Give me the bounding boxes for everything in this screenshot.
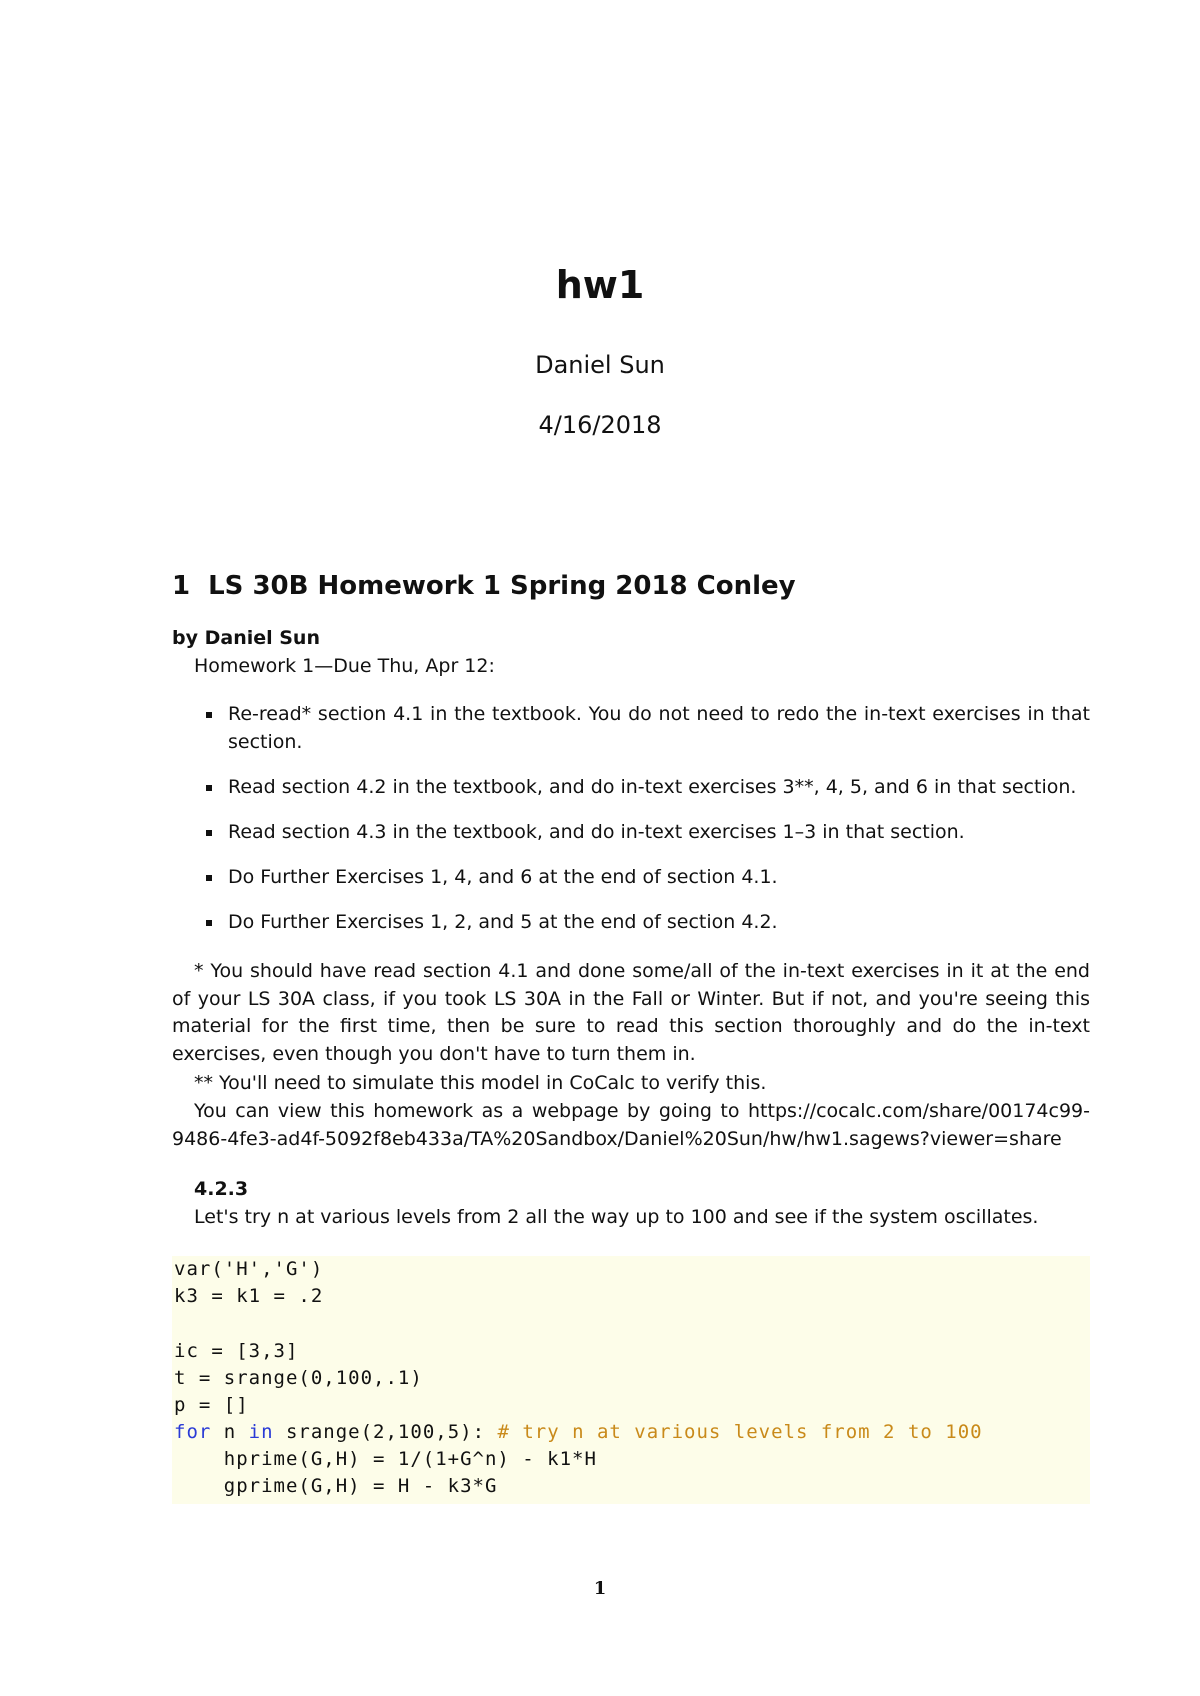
task-text: Do Further Exercises 1, 2, and 5 at the end of section 4.2. bbox=[228, 911, 778, 933]
bullet-icon bbox=[206, 830, 212, 836]
webpage-link-note: You can view this homework as a webpage by going to https://cocalc.com/share/00174c99-9486-4fe3-ad4f-5092f8eb433a/TA%20Sandbox/Daniel%20Sun/hw/hw1.sagews?viewer=share bbox=[172, 1100, 1090, 1150]
footnote-double-star: ** You'll need to simulate this model in CoCalc to verify this. bbox=[194, 1072, 767, 1094]
code-comment: # try n at various levels from 2 to 100 bbox=[497, 1421, 983, 1443]
code-line bbox=[174, 1423, 983, 1442]
exercise-heading: 4.2.3 bbox=[194, 1178, 249, 1200]
section-title: LS 30B Homework 1 Spring 2018 Conley bbox=[208, 571, 796, 601]
section-number: 1 bbox=[172, 571, 191, 601]
page-number: 1 bbox=[593, 1578, 607, 1599]
task-text: Read section 4.2 in the textbook, and do in-text exercises 3**, 4, 5, and 6 in that section. bbox=[228, 776, 1077, 798]
bullet-icon bbox=[206, 920, 212, 926]
list-item bbox=[194, 908, 1090, 936]
code-line: hprime(G,H) = 1/(1+G^n) - k1*H bbox=[174, 1448, 597, 1470]
code-line: p = [] bbox=[174, 1394, 249, 1416]
list-item bbox=[194, 773, 1090, 801]
code-token: n bbox=[211, 1421, 249, 1443]
task-text: Do Further Exercises 1, 4, and 6 at the end of section 4.1. bbox=[228, 866, 778, 888]
exercise-text: Let's try n at various levels from 2 all the way up to 100 and see if the system oscillates. bbox=[194, 1206, 1039, 1228]
bullet-icon bbox=[206, 712, 212, 718]
document-author: Daniel Sun bbox=[535, 351, 665, 379]
task-list bbox=[194, 700, 1090, 953]
keyword-for: for bbox=[174, 1421, 212, 1443]
task-text: Read section 4.3 in the textbook, and do in-text exercises 1–3 in that section. bbox=[228, 821, 965, 843]
list-item bbox=[194, 863, 1090, 891]
code-line: t = srange(0,100,.1) bbox=[174, 1367, 423, 1389]
bullet-icon bbox=[206, 785, 212, 791]
section-heading bbox=[172, 573, 796, 599]
footnote-single-star: * You should have read section 4.1 and done some/all of the in-text exercises in it at the end of your LS 30A class, if you took LS 30A in the Fall or Winter. But if not, and you're seeing this material for the first time, then be sure to read this section thoroughly and do the in-text exercises, even though you don't have to turn them in. bbox=[172, 960, 1090, 1065]
code-line: ic = [3,3] bbox=[174, 1340, 299, 1362]
document-date: 4/16/2018 bbox=[538, 411, 662, 439]
code-token: srange(2,100,5): bbox=[273, 1421, 498, 1443]
byline: by Daniel Sun bbox=[172, 627, 320, 649]
task-text: Re-read* section 4.1 in the textbook. You do not need to redo the in-text exercises in that section. bbox=[228, 703, 1090, 753]
list-item bbox=[194, 700, 1090, 756]
document-title: hw1 bbox=[555, 263, 645, 307]
code-line: var('H','G') bbox=[174, 1258, 324, 1280]
bullet-icon bbox=[206, 875, 212, 881]
code-block bbox=[172, 1256, 1090, 1504]
homework-due: Homework 1—Due Thu, Apr 12: bbox=[194, 655, 495, 677]
code-line: k3 = k1 = .2 bbox=[174, 1285, 324, 1307]
code-line: gprime(G,H) = H - k3*G bbox=[174, 1475, 498, 1497]
list-item bbox=[194, 818, 1090, 846]
keyword-in: in bbox=[248, 1421, 274, 1443]
